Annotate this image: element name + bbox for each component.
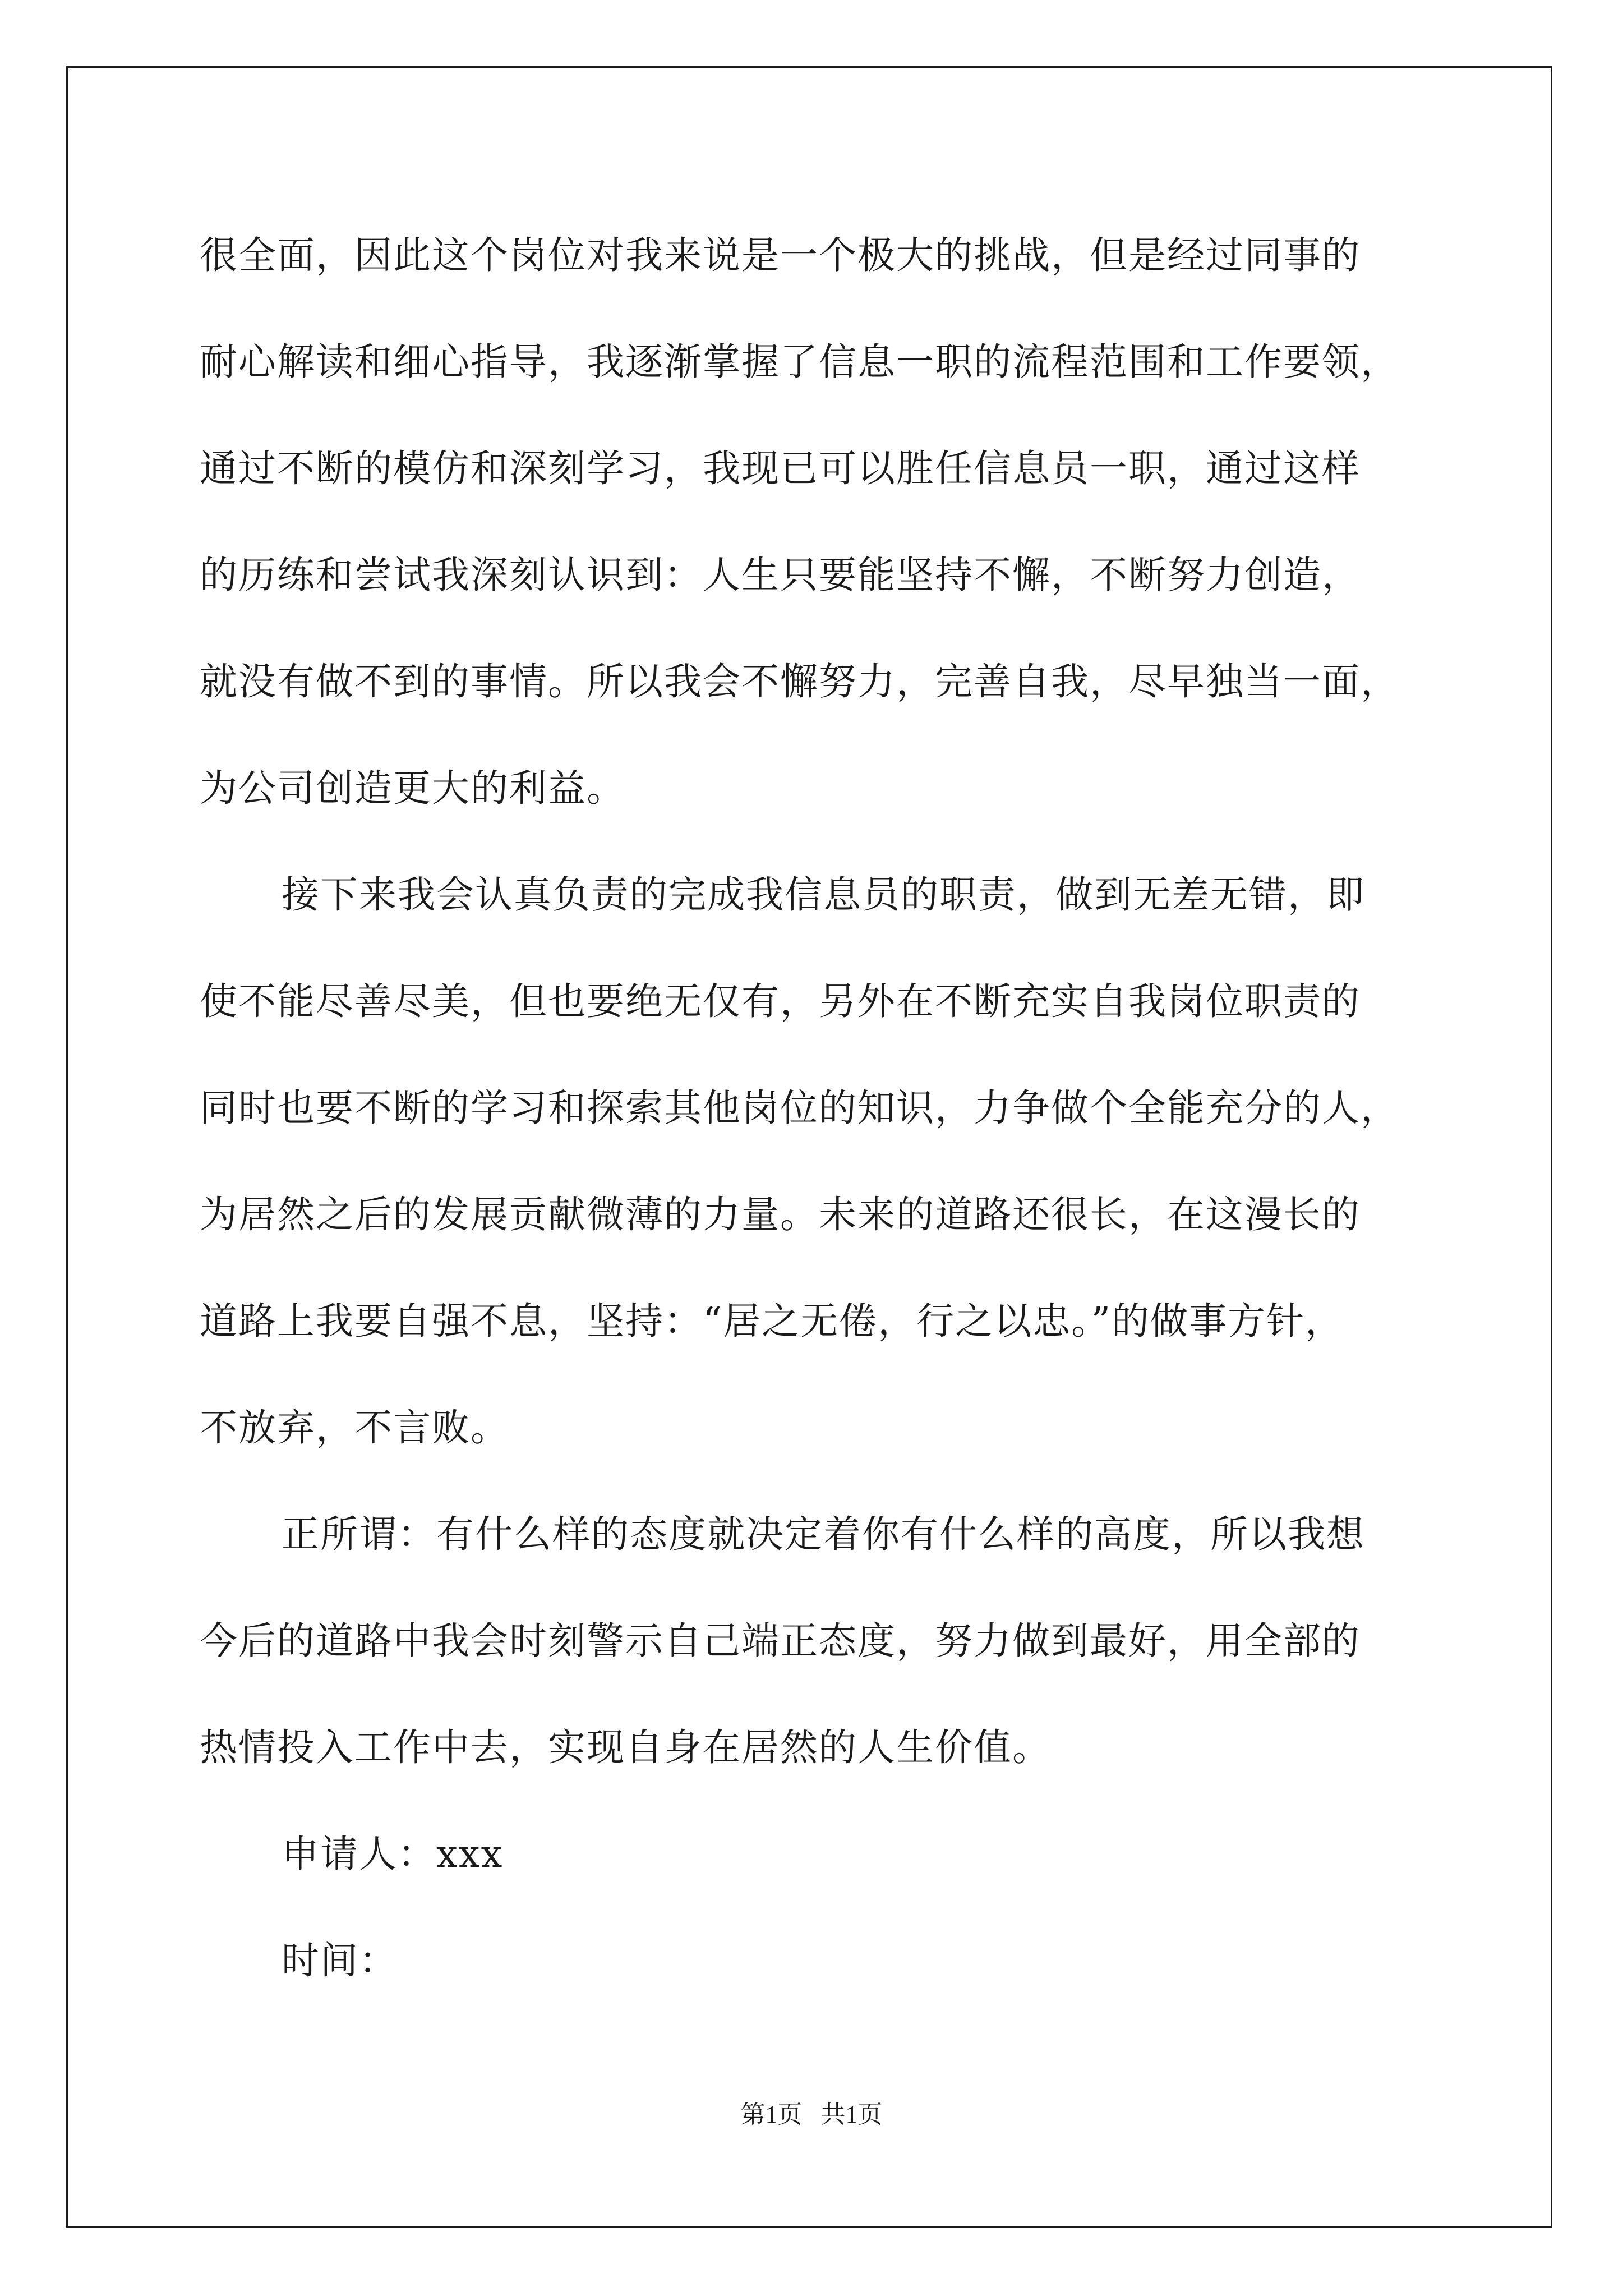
text-line: 道路上我要自强不息，坚持：“居之无倦，行之以忠。”的做事方针， (200, 1299, 1344, 1343)
text-line: 就没有做不到的事情。所以我会不懈努力，完善自我，尽早独当一面， (200, 660, 1399, 703)
text-line: 的历练和尝试我深刻认识到：人生只要能坚持不懈，不断努力创造， (200, 553, 1361, 597)
date-line: 时间： (282, 1939, 398, 1982)
text-line: 同时也要不断的学习和探索其他岗位的知识，力争做个全能充分的人， (200, 1086, 1399, 1130)
text-line: 为公司创造更大的利益。 (200, 766, 625, 810)
text-line: 热情投入工作中去，实现自身在居然的人生价值。 (200, 1726, 1051, 1769)
applicant-line: 申请人：xxx (282, 1832, 504, 1876)
text-line: 通过不断的模仿和深刻学习，我现已可以胜任信息员一职，通过这样 (200, 447, 1361, 490)
document-body (200, 202, 1433, 2014)
paragraph-start-line: 接下来我会认真负责的完成我信息员的职责，做到无差无错，即 (282, 873, 1365, 917)
text-line: 为居然之后的发展贡献微薄的力量。未来的道路还很长，在这漫长的 (200, 1193, 1361, 1236)
page-number-footer: 第1页 共1页 (740, 2101, 883, 2128)
text-line: 今后的道路中我会时刻警示自己端正态度，努力做到最好，用全部的 (200, 1619, 1361, 1663)
text-line: 使不能尽善尽美，但也要绝无仅有，另外在不断充实自我岗位职责的 (200, 979, 1361, 1023)
text-line: 耐心解读和细心指导，我逐渐掌握了信息一职的流程范围和工作要领， (200, 340, 1399, 384)
text-line: 很全面，因此这个岗位对我来说是一个极大的挑战，但是经过同事的 (200, 233, 1361, 277)
text-line: 不放弃，不言败。 (200, 1406, 509, 1450)
paragraph-start-line: 正所谓：有什么样的态度就决定着你有什么样的高度，所以我想 (282, 1512, 1365, 1556)
